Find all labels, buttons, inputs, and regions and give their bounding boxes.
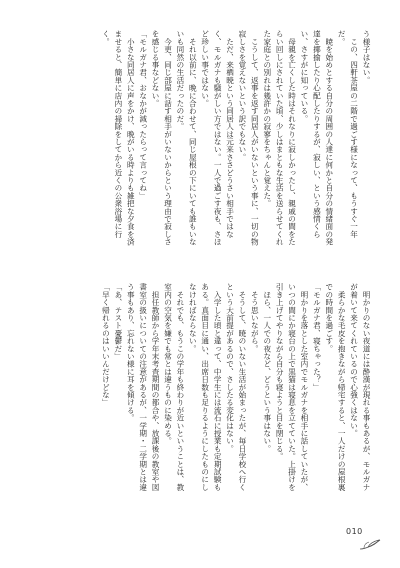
paragraph: 柔らかな毛皮を抱きながら帰宅すると、一人だけの屋根裏での時間を過ごす。 [324,283,347,491]
paragraph: ただ、来栖暁という同居人は元来ささどうさい相手ではなく、モルガナも騒がしい方ではない。一人で過ごす夜も、さほど珍しい事ではない。 [200,30,235,246]
paragraph: そうして、暁のいない生活が始まったが、毎日学校へ行くという大前提があるので、さしたる変化はない。 [225,283,247,491]
paragraph: それでも、もうこの学年も終わりが近いということは、教室内の空気を嫌でも常とは違うものに染める。 [163,283,185,491]
paragraph: ほら、一人での夜など、どうという事はない。 [262,283,272,453]
paragraph: 担任教師から学年末考査期間の都合や、放課後の教室や図書室の扱いについての注意があるが、一学期・二学期とは違う事もあり、忘れない様に耳を傾ける。 [126,283,161,491]
page-number: 010 [346,527,363,536]
paragraph: う様子はない。 [362,30,371,84]
top-text-block [32,30,372,252]
leaf-ornament-icon [358,537,384,551]
paragraph: こうして、返事を返す同居人がいないという事に、一切の物寂しさを覚えないという訳でもない。 [237,30,260,246]
dialogue-line: 「あ、テスト憂鬱だ」 [113,283,123,360]
dialogue-line: 「モルガナ君、おなかが減ったらって言ってね」 [138,30,148,200]
paragraph: 母親を亡くした時はそれなりに寂しかったし、親戚の間をたらい回しにされていた頃、少しはまともな生活を送らせてくれた家庭との別れは幾許かの寂寥をちゃんと覚えた。 [262,30,297,246]
dialogue-line: 「モルガナ君、寝ちゃった？」 [312,283,322,391]
dialogue-line: 「早く帰れるのはいいんだけどな」 [101,283,111,407]
paragraph: 今更、同じ部屋に話す相手がいないからという理由で寂しさを感じる事などない。 [151,30,173,246]
paragraph: それ以前に、晩に合わせて、同じ屋根の下にいても誰もいないも同然の生活だったのだ。 [175,30,198,246]
paragraph: 明かりを落とした室内でモルガナを相手に話していたが、いつの間にか寝台の上で黒猫は寝息を立てていた。上掛けを引き上げてやりながら自分も寝ようと目を閉じる。 [275,283,309,491]
paragraph: この、四軒茶屋の二階で過ごす様になって、もうすぐ一年だ。 [337,30,359,238]
paragraph: 明かりのない夜道には酔漢が現れる事もあるが、モルガナが着いて来てくれているので心強くはない。 [349,283,371,491]
paragraph: 小さな同居人に声をかけ、晩がいる時よりも雑把な夕食を済ませると、簡単に店内の掃除をしてから近くの公衆浴場に行く。 [101,30,136,246]
bottom-text-block [32,283,372,498]
paragraph: そう思いながら。 [250,283,260,353]
paragraph: 暁を始めとする自分の周囲の人達に何かと自分の情緒面の発達を揶揄したり心配したりするが、寂しい、という感情くらい、さすがに知っている。 [299,30,334,246]
paragraph: 入学した頃と違って、中学生には流石に授業も定期試験もある。真面目に通い、出席日数も足りるようにしたものにしなければならない。 [188,283,223,491]
